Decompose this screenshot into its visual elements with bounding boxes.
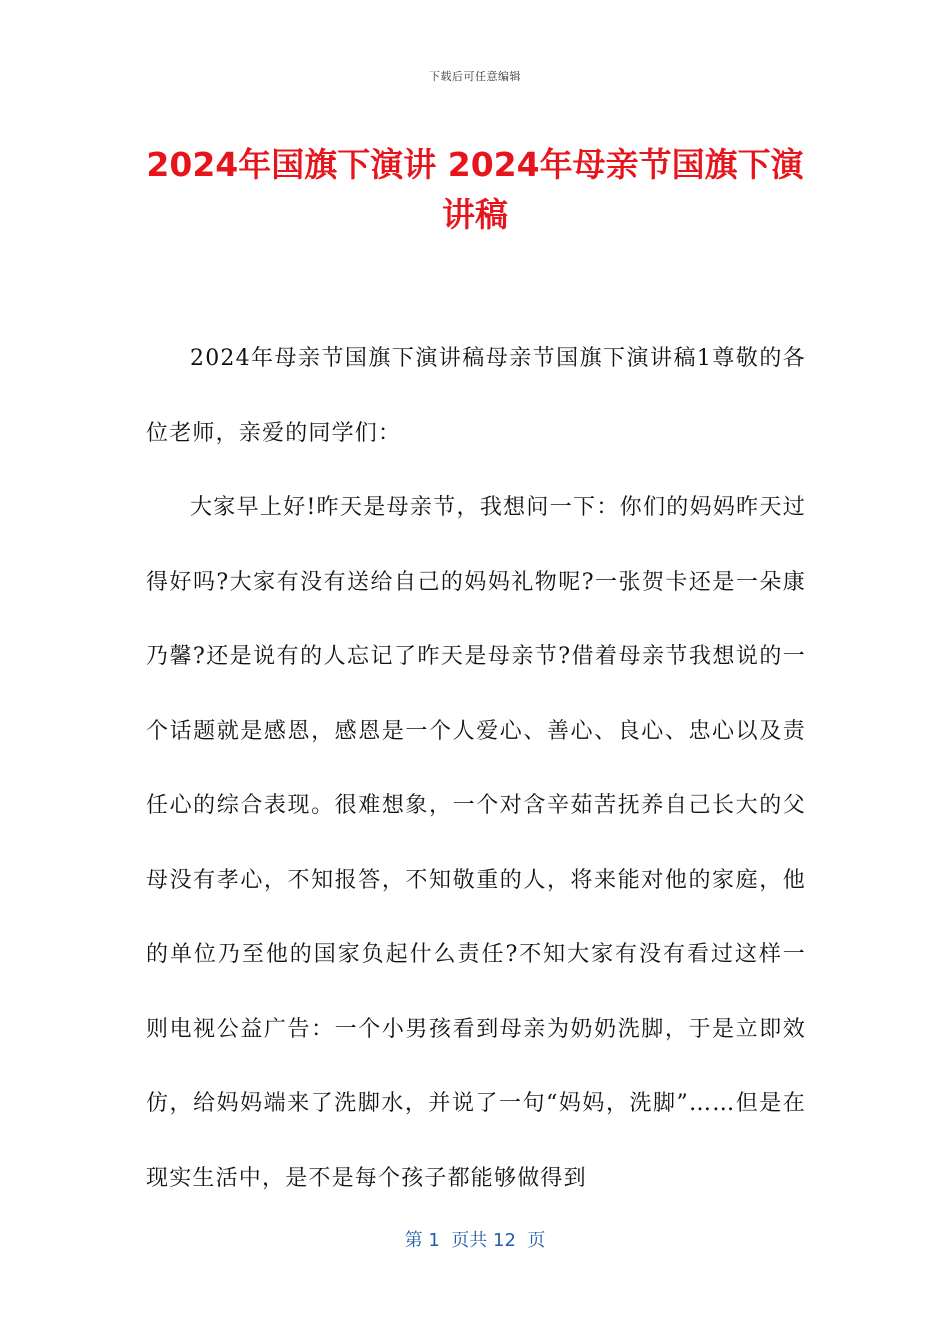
- page-number-footer: 第 1 页共 12 页: [404, 1230, 546, 1251]
- paragraph: 大家早上好!昨天是母亲节，我想问一下：你们的妈妈昨天过得好吗?大家有没有送给自己的妈妈礼物呢?一张贺卡还是一朵康乃馨?还是说有的人忘记了昨天是母亲节?借着母亲节我想说的一个话题就是感恩，感恩是一个人爱心、善心、良心、忠心以及责任心的综合表现。很难想象，一个对含辛茹苦抚养自己长大的父母没有孝心，不知报答，不知敬重的人，将来能对他的家庭，他的单位乃至他的国家负起什么责任?不知大家有没有看过这样一则电视公益广告：一个小男孩看到母亲为奶奶洗脚，于是立即效仿，给妈妈端来了洗脚水，并说了一句“妈妈，洗脚”……但是在现实生活中，是不是每个孩子都能够做得到: [146, 495, 806, 1191]
- paragraph: 2024年母亲节国旗下演讲稿母亲节国旗下演讲稿1尊敬的各位老师，亲爱的同学们：: [146, 346, 806, 446]
- header-note: 下载后可任意编辑: [429, 70, 521, 83]
- document-body: [146, 322, 806, 1216]
- document-title: 2024年国旗下演讲 2024年母亲节国旗下演讲稿: [146, 145, 804, 234]
